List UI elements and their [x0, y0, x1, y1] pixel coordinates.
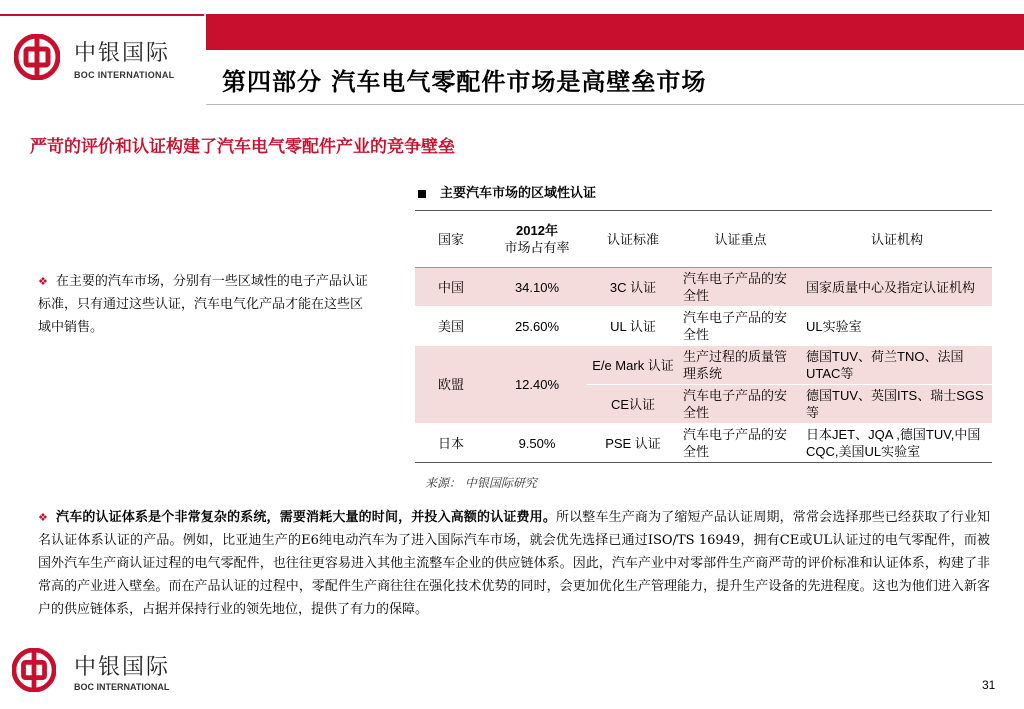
table-caption-text: 主要汽车市场的区域性认证 — [440, 186, 597, 201]
footer-logo-english: BOC INTERNATIONAL — [74, 682, 170, 692]
cell-focus: 汽车电子产品的安全性 — [679, 268, 802, 307]
diamond-bullet-icon: ❖ — [38, 511, 48, 524]
cell-agency: 德国TUV、荷兰TNO、法国UTAC等 — [802, 346, 992, 385]
cell-country: 中国 — [415, 268, 487, 307]
logo-english-text: BOC INTERNATIONAL — [74, 70, 175, 80]
cell-standard: E/e Mark 认证 — [587, 346, 679, 385]
paragraph-text: 所以整车生产商为了缩短产品认证周期，常常会选择那些已经获取了行业知名认证体系认证的产品。例如，比亚迪生产的E6纯电动汽车为了进入国际汽车市场，就会优先选择已通过ISO/TS 16949，拥有CE或UL认证过的电气零配件，而被国外汽车生产商认证过程的电气零配件，也往往更容易进入其他主流整车企业的供应链体系。因此，汽车产业中对零部件生产商严苛的评价标准和认证体系，构建了非常高的产业进入壁垒。而在产品认证的过程中，零配件生产商往往在强化技术优势的同时，会更加优化生产管理能力，提升生产设备的先进程度。这也为他们进入新客户的供应链体系，占据并保持行业的领先地位，提供了有力的保障。 — [38, 510, 990, 617]
header-share-label: 市场占有率 — [504, 240, 570, 255]
footer-logo-chinese: 中银国际 — [74, 655, 171, 680]
header-red-bar — [206, 14, 1024, 50]
certification-table — [415, 210, 992, 463]
header-focus: 认证重点 — [679, 211, 802, 268]
header-agency: 认证机构 — [802, 211, 992, 268]
paragraph-bold-lead: 汽车的认证体系是个非常复杂的系统，需要消耗大量的时间，并投入高额的认证费用。 — [55, 510, 556, 525]
table-row — [415, 424, 992, 463]
boc-logo-icon — [12, 648, 56, 692]
cell-focus: 生产过程的质量管理系统 — [679, 346, 802, 385]
cell-country: 美国 — [415, 307, 487, 346]
cell-agency: 国家质量中心及指定认证机构 — [802, 268, 992, 307]
cell-share: 9.50% — [487, 424, 587, 463]
cell-share: 12.40% — [487, 346, 587, 424]
header-share-year: 2012年 — [516, 223, 558, 238]
page-title: 第四部分 汽车电气零配件市场是高壁垒市场 — [222, 67, 707, 96]
header-standard: 认证标准 — [587, 211, 679, 268]
body-paragraph — [38, 506, 990, 621]
cell-country: 欧盟 — [415, 346, 487, 424]
cell-standard: UL 认证 — [587, 307, 679, 346]
table-row — [415, 268, 992, 307]
bullet-text: 在主要的汽车市场，分别有一些区域性的电子产品认证标准，只有通过这些认证，汽车电气化产品才能在这些区域中销售。 — [38, 274, 368, 335]
cell-agency: UL实验室 — [802, 307, 992, 346]
title-divider — [206, 104, 1024, 105]
footer-logo — [12, 648, 202, 704]
cell-standard: 3C 认证 — [587, 268, 679, 307]
cell-share: 34.10% — [487, 268, 587, 307]
diamond-bullet-icon: ❖ — [38, 275, 48, 288]
cell-agency: 日本JET、JQA ,德国TUV,中国CQC,美国UL实验室 — [802, 424, 992, 463]
cell-country: 日本 — [415, 424, 487, 463]
table-source: 来源： 中银国际研究 — [425, 476, 537, 490]
table-row — [415, 307, 992, 346]
table-caption — [418, 182, 596, 201]
header-country: 国家 — [415, 211, 487, 268]
cell-standard: CE认证 — [587, 385, 679, 424]
cell-standard: PSE 认证 — [587, 424, 679, 463]
section-subtitle: 严苛的评价和认证构建了汽车电气零配件产业的竞争壁垒 — [30, 137, 455, 157]
cell-share: 25.60% — [487, 307, 587, 346]
boc-logo-icon — [14, 34, 60, 80]
cell-focus: 汽车电子产品的安全性 — [679, 424, 802, 463]
header-rule-left — [0, 14, 204, 16]
cell-agency: 德国TUV、英国ITS、瑞士SGS等 — [802, 385, 992, 424]
logo-chinese-text: 中银国际 — [74, 41, 171, 66]
header-share — [487, 211, 587, 268]
table-header-row — [415, 211, 992, 268]
cell-focus: 汽车电子产品的安全性 — [679, 385, 802, 424]
top-logo — [14, 34, 200, 104]
table-row — [415, 346, 992, 385]
cell-focus: 汽车电子产品的安全性 — [679, 307, 802, 346]
square-bullet-icon — [418, 190, 426, 198]
page-number: 31 — [982, 678, 996, 692]
bullet-paragraph — [38, 270, 368, 339]
